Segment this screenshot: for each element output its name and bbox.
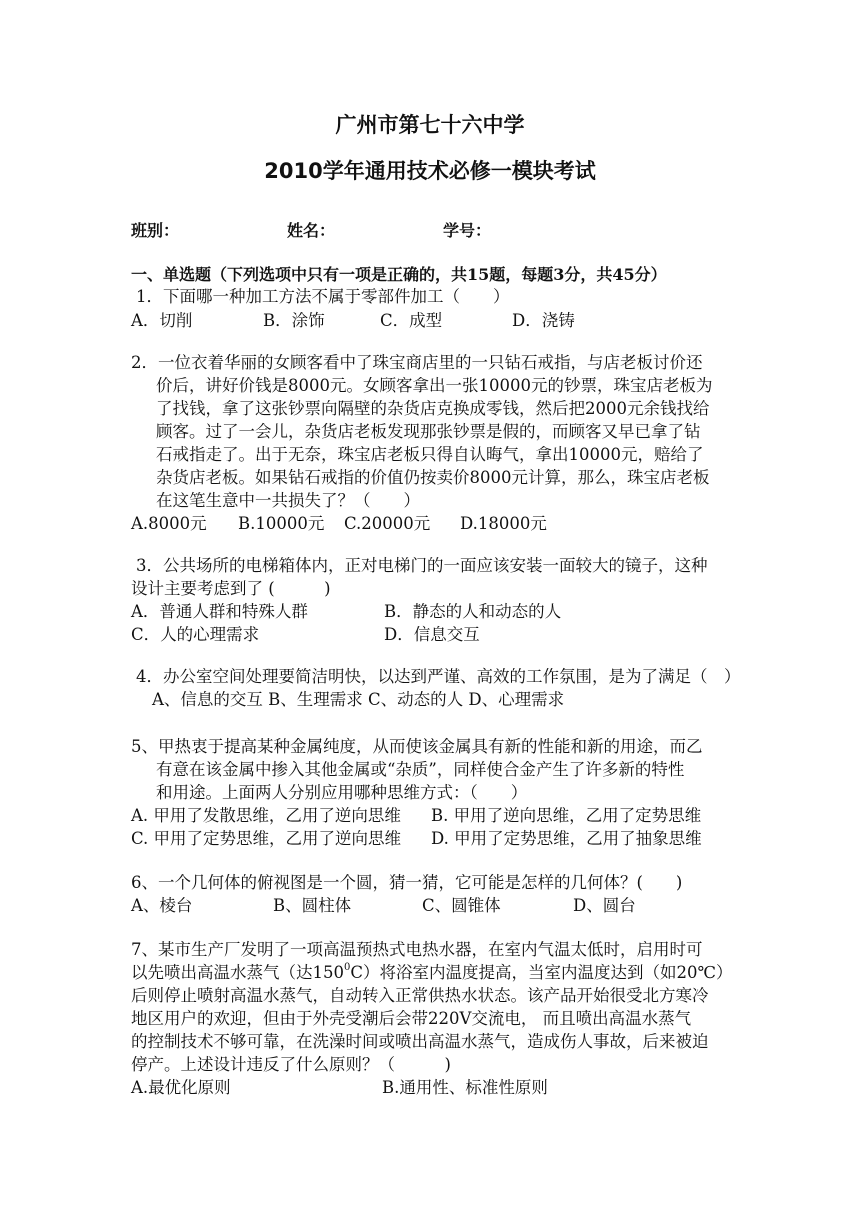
q6-option-d: D、圆台 — [573, 896, 636, 915]
q4-stem: 4．办公室空间处理要简洁明快，以达到严谨、高效的工作氛围，是为了满足（ ） — [136, 667, 741, 686]
q5-line: 5、甲热衷于提高某种金属纯度，从而使该金属具有新的性能和新的用途，而乙 — [131, 737, 703, 756]
q6-option-a: A、棱台 — [131, 896, 193, 915]
q2-line: 杂货店老板。如果钻石戒指的价值仍按卖价8000元计算，那么，珠宝店老板 — [156, 468, 710, 487]
q2-line: 在这笔生意中一共损失了？（ ） — [156, 491, 420, 510]
q2-line: 2．一位衣着华丽的女顾客看中了珠宝商店里的一只钻石戒指，与店老板讨价还 — [131, 353, 703, 372]
q5-option-d: D. 甲用了定势思维，乙用了抽象思维 — [431, 829, 702, 848]
q3-option-a: A．普通人群和特殊人群 — [131, 602, 308, 621]
q5-option-a: A. 甲用了发散思维，乙用了逆向思维 — [131, 806, 401, 825]
q2-line: 了找钱，拿了这张钞票向隔壁的杂货店克换成零钱，然后把2000元余钱找给 — [156, 399, 710, 418]
q7-line: 的控制技术不够可靠，在洗澡时间或喷出高温水蒸气，造成伤人事故，后来被迫 — [131, 1032, 709, 1051]
q7-option-b: B.通用性、标准性原则 — [382, 1078, 548, 1097]
q7-option-a: A.最优化原则 — [131, 1078, 231, 1097]
q3-option-b: B．静态的人和动态的人 — [384, 602, 562, 621]
q5-line: 和用途。上面两人分别应用哪种思维方式：（ ） — [156, 783, 528, 802]
q1-option-a: A．切削 — [131, 311, 193, 330]
q2-option-b: B.10000元 — [238, 514, 325, 533]
q3-line: 设计主要考虑到了 ( ) — [131, 579, 331, 598]
q5-option-c: C. 甲用了定势思维，乙用了逆向思维 — [131, 829, 402, 848]
q2-option-c: C.20000元 — [344, 514, 431, 533]
q7-line: 后则停止喷射高温水蒸气，自动转入正常供热水状态。该产品开始很受北方寒冷 — [131, 986, 709, 1005]
q2-line: 价后，讲好价钱是8000元。女顾客拿出一张10000元的钞票，珠宝店老板为 — [156, 376, 713, 395]
section-title: 一、单选题（下列选项中只有一项是正确的，共15题，每题3分，共45分） — [131, 265, 667, 284]
q1-stem: 1．下面哪一种加工方法不属于零部件加工（ ） — [136, 287, 510, 306]
q3-line: 3．公共场所的电梯箱体内，正对电梯门的一面应该安装一面较大的镜子，这种 — [136, 556, 708, 575]
q7-line: 7、某市生产厂发明了一项高温预热式电热水器，在室内气温太低时，启用时可 — [131, 940, 703, 959]
q2-option-a: A.8000元 — [131, 514, 207, 533]
q3-option-c: C．人的心理需求 — [131, 625, 260, 644]
name-field-label: 姓名： — [287, 221, 336, 240]
q6-option-b: B、圆柱体 — [273, 896, 352, 915]
school-title: 广州市第七十六中学 — [335, 113, 525, 137]
q5-option-b: B. 甲用了逆向思维，乙用了定势思维 — [431, 806, 702, 825]
q6-option-c: C、圆锥体 — [422, 896, 501, 915]
q1-option-b: B．涂饰 — [263, 311, 325, 330]
q7-line: 停产。上述设计违反了什么原则？（ ) — [131, 1055, 451, 1074]
q2-line: 顾客。过了一会儿，杂货店老板发现那张钞票是假的，而顾客又早已拿了钻 — [156, 422, 701, 441]
class-field-label: 班别： — [131, 221, 180, 240]
q2-line: 石戒指走了。出于无奈，珠宝店老板只得自认晦气，拿出10000元，赔给了 — [156, 445, 704, 464]
q6-stem: 6、一个几何体的俯视图是一个圆，猜一猜，它可能是怎样的几何体？( ) — [131, 873, 683, 892]
q1-option-d: D．浇铸 — [512, 311, 575, 330]
q2-option-d: D.18000元 — [460, 514, 547, 533]
q4-options: A、信息的交互 B、生理需求 C、动态的人 D、心理需求 — [152, 690, 565, 709]
exam-title: 2010学年通用技术必修一模块考试 — [264, 159, 596, 183]
student-id-field-label: 学号： — [443, 221, 492, 240]
q7-line: 以先喷出高温水蒸气（达$150^0C$）将浴室内温度提高，当室内温度达到（如20℃） — [131, 961, 733, 982]
q3-option-d: D．信息交互 — [384, 625, 480, 644]
q7-line: 地区用户的欢迎，但由于外壳受潮后会带220V交流电， 而且喷出高温水蒸气 — [131, 1009, 692, 1028]
q5-line: 有意在该金属中掺入其他金属或“杂质”，同样使合金产生了许多新的特性 — [156, 760, 685, 779]
q1-option-c: C．成型 — [380, 311, 443, 330]
